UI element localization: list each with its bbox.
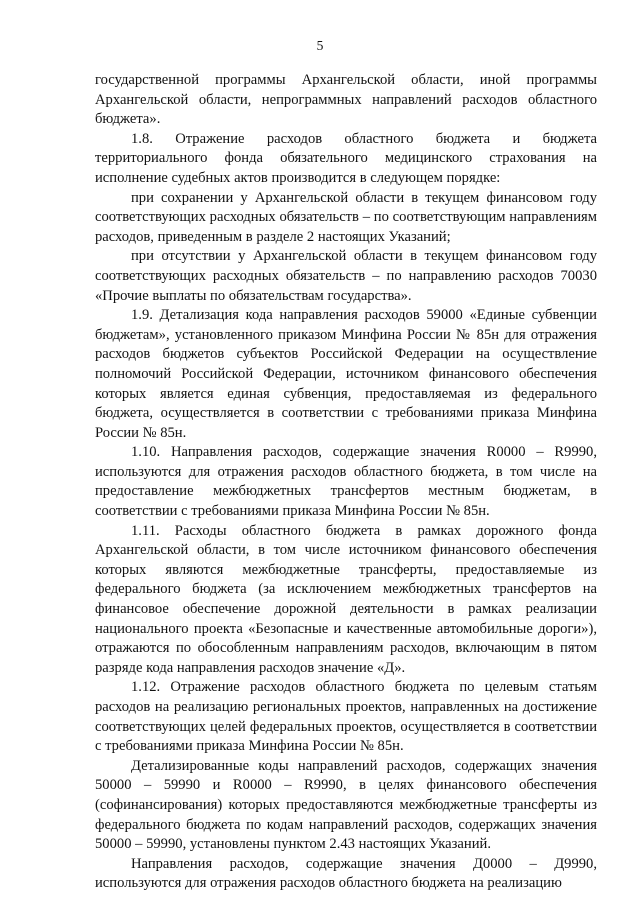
paragraph-continuation: государственной программы Архангельской области, иной программы Архангельской области, непрограммных направлений расходов областного бюджета».	[95, 72, 597, 128]
paragraph-1-10: 1.10. Направления расходов, содержащие значения R0000 – R9990, используются для отражения расходов областного бюджета, в том числе на предоставление межбюджетных трансфертов местным бюджетам, в соответствии с требованиями приказа Минфина России № 85н.	[95, 444, 597, 520]
paragraph-d-codes: Направления расходов, содержащие значения Д0000 – Д9990, используются для отражения расходов областного бюджета на реализацию	[95, 855, 597, 892]
document-body	[95, 71, 597, 894]
page-number: 5	[316, 38, 324, 53]
paragraph-1-8: 1.8. Отражение расходов областного бюджета и бюджета территориального фонда обязательного медицинского страхования на исполнение судебных актов производится в следующем порядке:	[95, 130, 597, 186]
paragraph-1-8-option-absent: при отсутствии у Архангельской области в текущем финансовом году соответствующих расходных обязательств – по направлению расходов 70030 «Прочие выплаты по обязательствам государства».	[95, 248, 597, 304]
paragraph-1-9: 1.9. Детализация кода направления расходов 59000 «Единые субвенции бюджетам», установленного приказом Минфина России № 85н для отражения расходов бюджетов субъектов Российской Федерации на осуществление полномочий Российской Федерации, источником финансового обеспечения которых является единая субвенция, предоставляемая из федерального бюджета, осуществляется в соответствии с требованиями приказа Минфина России № 85н.	[95, 307, 597, 441]
paragraph-1-11: 1.11. Расходы областного бюджета в рамках дорожного фонда Архангельской области, в том числе источником финансового обеспечения которых являются межбюджетные трансферты, предоставляемые из федерального бюджета (за исключением межбюджетных трансфертов на финансовое обеспечение дорожной деятельности в рамках реализации национального проекта «Безопасные и качественные автомобильные дороги»), отражаются по обособленным направлениям расходов, включающим в пятом разряде кода направления расходов значение «Д».	[95, 522, 597, 676]
paragraph-detailed-codes: Детализированные коды направлений расходов, содержащих значения 50000 – 59990 и R0000 – R9990, в целях финансового обеспечения (софинансирования) которых предоставляются межбюджетные трансферты из федерального бюджета по кодам направлений расходов, содержащих значения 50000 – 59990, установлены пунктом 2.43 настоящих Указаний.	[95, 757, 597, 853]
paragraph-1-8-option-preserved: при сохранении у Архангельской области в текущем финансовом году соответствующих расходных обязательств – по соответствующим направлениям расходов, приведенным в разделе 2 настоящих Указаний;	[95, 189, 597, 245]
paragraph-1-12: 1.12. Отражение расходов областного бюджета по целевым статьям расходов на реализацию региональных проектов, направленных на достижение соответствующих целей федеральных проектов, осуществляется в соответствии с требованиями приказа Минфина России № 85н.	[95, 679, 597, 755]
